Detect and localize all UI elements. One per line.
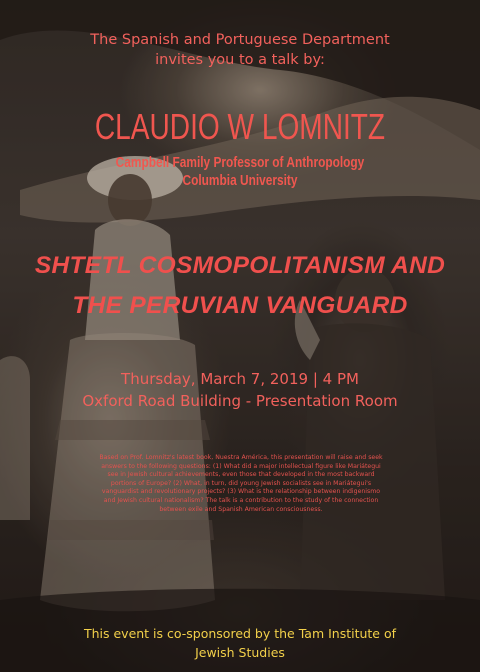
speaker-institution: Columbia University (182, 173, 298, 189)
event-details (20, 368, 460, 412)
event-location: Oxford Road Building - Presentation Room (82, 392, 398, 410)
speaker-title: Campbell Family Professor of Anthropology (115, 155, 365, 171)
invitation-line-2: invites you to a talk by: (155, 52, 325, 68)
talk-title-line-2: THE PERUVIAN VANGUARD (72, 292, 408, 319)
talk-abstract: Based on Prof. Lomnitz's latest book, Nuestra América, this presentation will raise and seek answers to the following questions: (1) What did a major intellectual figure like Mariátegui see in Jewish cultural achievements, even those that developed in the most backward portions of Europe? (2) What, in turn, did young Jewish socialists see in Mariátegui's vanguardist and revolutionary projects? (3) What is the relationship between indigenismo and Jewish cultural nationalism? The talk is a contribution to the study of the connection between exile and Spanish American consciousness. (99, 454, 383, 513)
talk-title (10, 246, 470, 326)
speaker-affiliation (60, 154, 421, 190)
talk-title-line-1: SHTETL COSMOPOLITANISM AND (34, 252, 446, 279)
invitation-header (20, 30, 460, 70)
speaker-name: CLAUDIO W LOMNITZ (94, 106, 386, 147)
sponsor-line-1: This event is co-sponsored by the Tam Institute of (83, 626, 397, 641)
sponsor-note (40, 624, 440, 662)
sponsor-line-2: Jewish Studies (195, 645, 285, 660)
invitation-line-1: The Spanish and Portuguese Department (90, 32, 390, 48)
event-date-time: Thursday, March 7, 2019 | 4 PM (121, 370, 359, 388)
